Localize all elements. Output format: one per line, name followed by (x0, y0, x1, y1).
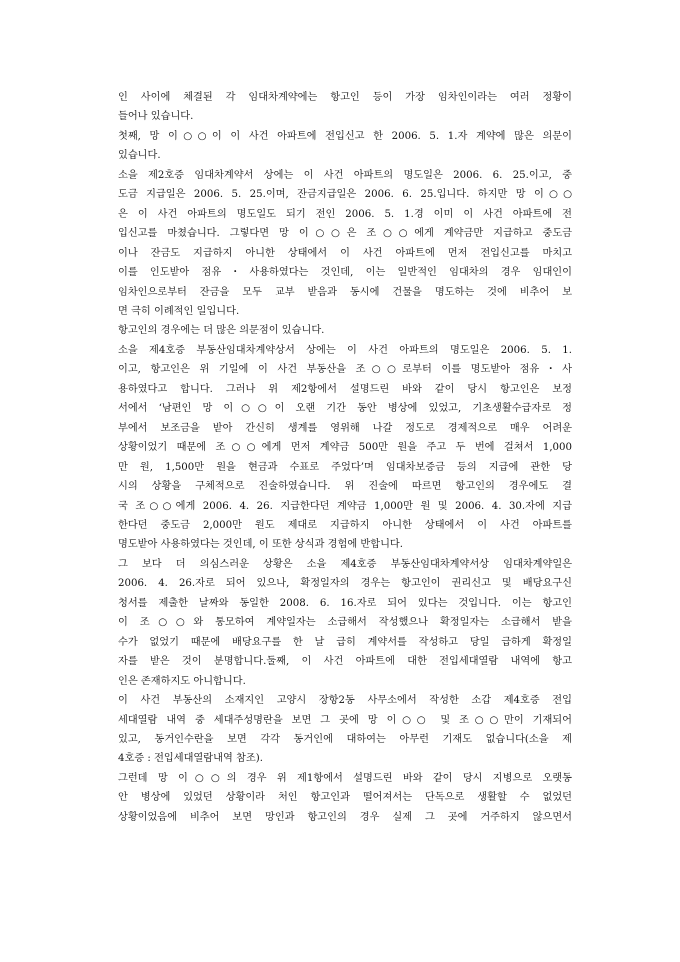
text-line: 소을 제2호증 임대차계약서 상에는 이 사건 아파트의 명도일은 2006. 6. 25.이고, 중 (118, 169, 572, 181)
text-line: 부에서 보조금을 받아 간신히 생계를 영위해 나갈 정도로 경제적으로 매우 어려운 (118, 422, 572, 434)
text-line: 이나 잔금도 지급하지 아니한 상태에서 이 사건 아파트에 먼저 전입신고를 마치고 (118, 247, 572, 259)
text-line: 임차인으로부터 잔금을 모두 교부 받음과 동시에 건물을 명도하는 것에 비추어 보 (118, 286, 572, 298)
text-line: 그 보다 더 의심스러운 상황은 소을 제4호증 부동산임대차계약서상 임대차계약일은 (118, 558, 572, 570)
text-line: 용하였다고 합니다. 그러나 위 제2항에서 설명드린 바와 같이 당시 항고인은 보정 (118, 383, 572, 395)
text-line: 면 극히 이례적인 일입니다. (118, 305, 240, 317)
text-line: 인은 존재하지도 아니합니다. (118, 675, 246, 687)
text-line: 도금 지급일은 2006. 5. 25.이며, 잔금지급일은 2006. 6. 25.입니다. 하지만 망 이○○ (118, 189, 572, 201)
text-line: 입신고를 마쳤습니다. 그렇다면 망 이○○은 조○○에게 계약금만 지급하고 중도금 (118, 228, 572, 240)
text-line: 만 원, 1,500만 원을 현금과 수표로 주었다’며 임대차보증금 등의 지급에 관한 당 (118, 461, 572, 473)
text-line: 명도받아 사용하였다는 것인데, 이 또한 상식과 경험에 반합니다. (118, 539, 404, 551)
text-line: 서에서 ‘남편인 망 이○○이 오랜 기간 동안 병상에 있었고, 기초생활수급자로 정 (118, 403, 572, 415)
text-line: 인 사이에 체결된 각 임대차계약에는 항고인 등이 가장 임차인이라는 여러 정황이 (118, 92, 572, 103)
text-line: 안 병상에 있었던 상황이라 처인 항고인과 떨어져서는 단독으로 생활할 수 없었던 (118, 792, 572, 804)
text-line: 소을 제4호증 부동산임대차계약상서 상에는 이 사건 아파트의 명도일은 2006. 5. 1. (118, 344, 572, 356)
text-line: 수가 없었기 때문에 배당요구를 한 날 급히 계약서를 작성하고 당일 급하게 확정일 (118, 636, 572, 648)
text-line: 그런데 망 이○○의 경우 위 제1항에서 설명드린 바와 같이 당시 지병으로 오랫동 (118, 772, 572, 784)
text-line: 국 조○○에게 2006. 4. 26. 지급한다던 계약금 1,000만 원 및 2006. 4. 30.자에 지급 (118, 500, 572, 512)
text-line: 상황이었기 때문에 조○○에게 먼저 계약금 500만 원을 주고 두 번에 걸쳐서 1,000 (118, 442, 572, 454)
document-body (118, 88, 572, 827)
text-line: 첫째, 망 이○○이 이 사건 아파트에 전입신고 한 2006. 5. 1.자 계약에 많은 의문이 (118, 130, 572, 142)
text-line: 이고, 항고인은 위 기일에 이 사건 부동산을 조○○로부터 이를 명도받아 점유・사 (118, 364, 572, 376)
text-line: 이를 인도받아 점유・사용하였다는 것인데, 이는 일반적인 임대차의 경우 임대인이 (118, 267, 572, 279)
text-line: 있고, 동거인수란을 보면 각각 동거인에 대하여는 아무런 기재도 없습니다(소을 제 (118, 733, 572, 745)
text-line: 항고인의 경우에는 더 많은 의문점이 있습니다. (118, 325, 325, 337)
text-line: 한다던 중도금 2,000만 원도 제대로 지급하지 아니한 상태에서 이 사건 아파트를 (118, 519, 572, 531)
text-line: 2006. 4. 26.자로 되어 있으나, 확정일자의 경우는 항고인이 권리신고 및 배당요구신 (118, 578, 572, 590)
text-line: 세대열람 내역 중 세대주성명란을 보면 그 곳에 망 이○○ 및 조○○만이 기재되어 (118, 714, 572, 726)
text-line: 들어나 있습니다. (118, 111, 194, 123)
text-line: 청서를 제출한 날짜와 동일한 2008. 6. 16.자로 되어 있다는 것입니다. 이는 항고인 (118, 597, 572, 609)
text-line: 상황이었음에 비추어 보면 망인과 항고인의 경우 실제 그 곳에 거주하지 않으면서 (118, 811, 572, 823)
text-line: 은 이 사건 아파트의 명도일도 되기 전인 2006. 5. 1.경 이미 이 사건 아파트에 전 (118, 208, 572, 220)
text-line: 4호증 : 전입세대열람내역 참조). (118, 753, 263, 765)
text-line: 있습니다. (118, 150, 161, 162)
text-line: 이 조○○와 통모하여 계약일자는 소급해서 작성했으나 확정일자는 소급해서 받을 (118, 617, 572, 629)
text-line: 이 사건 부동산의 소재지인 고양시 장항2동 사무소에서 작성한 소갑 제4호증 전입 (118, 695, 572, 707)
text-line: 자를 받은 것이 분명합니다.둘째, 이 사건 아파트에 대한 전입세대열람 내역에 항고 (118, 656, 572, 668)
text-line: 시의 상황을 구체적으로 진술하였습니다. 위 진술에 따르면 항고인의 경우에도 결 (118, 481, 572, 493)
